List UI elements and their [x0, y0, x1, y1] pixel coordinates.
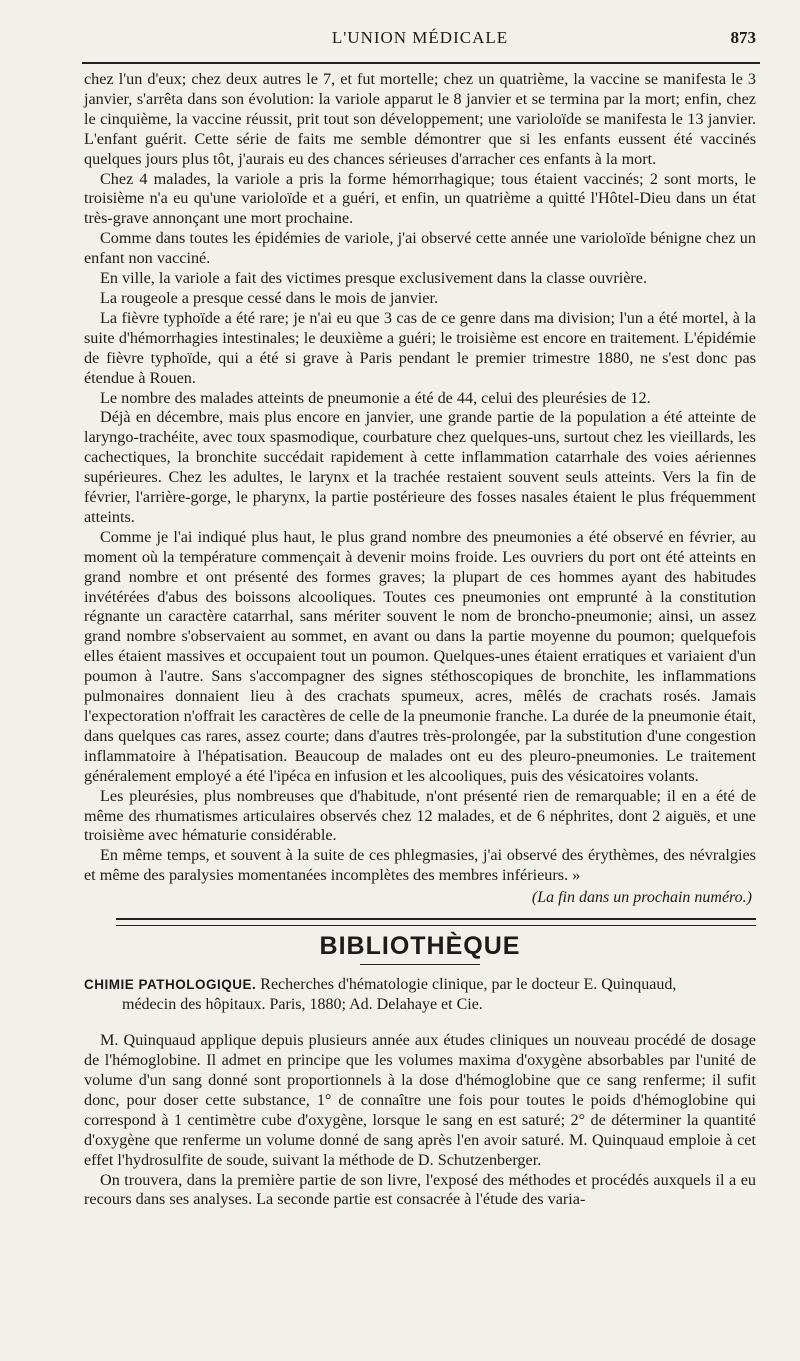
paragraph: Les pleurésies, plus nombreuses que d'habitude, n'ont présenté rien de remarquable; il en a été de même des rhumatismes articulaires observés chez 12 malades, et de 6 néphrites, dont 2 aiguës, et une troisième avec hématurie considérable. — [84, 786, 756, 845]
journal-title: L'UNION MÉDICALE — [331, 28, 509, 47]
paragraph: M. Quinquaud applique depuis plusieurs année aux études cliniques un nouveau procédé de dosage de l'hémoglobine. Il admet en principe que les volumes maxima d'oxygène absorbables par l'unité de volume d'un sang donné sont proportionnels à la dose d'hémoglobine que ce sang renferme; il sufit donc, pour doser cette substance, 1° de connaître une fois pour toutes le poids d'hémoglobine qui correspond à 1 centimètre cube d'oxygène, lorsque le sang en est saturé; 2° de déterminer la quantité d'oxygène que renferme un volume donné de sang après l'en avoir saturé. M. Quinquaud emploie à cet effet l'hydrosulfite de soude, suivant la méthode de D. Schutzenberger. — [84, 1031, 756, 1169]
reference-line: médecin des hôpitaux. Paris, 1880; Ad. Delahaye et Cie. — [122, 996, 483, 1014]
section-divider — [116, 918, 756, 926]
paragraph: La rougeole a presque cessé dans le mois de janvier. — [100, 288, 439, 307]
page-number: 873 — [730, 28, 756, 47]
paragraph: Déjà en décembre, mais plus encore en janvier, une grande partie de la population a été atteinte de laryngo-trachéite, avec toux spasmodique, courbature chez quelques-uns, surtout chez les vieillards, les cachectiques, la bronchite succédait rapidement à cette inflammation catarrhale des voies aériennes supérieures. Chez les adultes, le larynx et la trachée restaient souvent seuls atteints. Vers la fin de février, l'arrière-gorge, le pharynx, la partie postérieure des fosses nasales étaient le plus fréquemment atteints. — [84, 408, 756, 526]
paragraph: Comme dans toutes les épidémies de variole, j'ai observé cette année une varioloïde bénigne chez un enfant non vacciné. — [84, 229, 756, 268]
section-title: BIBLIOTHÈQUE — [319, 932, 521, 961]
reference-line: Recherches d'hématologie clinique, par le docteur E. Quinquaud, — [260, 976, 677, 994]
running-header — [80, 28, 760, 58]
title-underline — [360, 964, 480, 965]
paragraph: En même temps, et souvent à la suite de ces phlegmasies, j'ai observé des érythèmes, des névralgies et même des paralysies momentanées incomplètes des membres inférieurs. » — [84, 846, 756, 885]
paragraph: On trouvera, dans la première partie de son livre, l'exposé des méthodes et procédés auxquels il a eu recours dans ses analyses. La seconde partie est consacrée à l'étude des varia- — [84, 1170, 756, 1209]
paragraph: Comme je l'ai indiqué plus haut, le plus grand nombre des pneumonies a été observé en février, au moment où la température commençait à devenir moins froide. Les ouvriers du port ont été atteints en grand nombre et ont présenté des formes graves; la plupart de ces hommes ayant des habitudes invétérées d'abus des boissons alcooliques. Toutes ces pneumonies ont emprunté à la constitution régnante un caractère catarrhal, sans mériter souvent le nom de broncho-pneumonie; ainsi, un assez grand nombre s'observaient au sommet, en avant ou dans la partie moyenne du poumon; quelquefois elles étaient massives et occupaient tout un poumon. Quelques-unes étaient erratiques et variaient d'un poumon à l'autre. Sans s'accompagner des signes stéthoscopiques de bronchite, les inflammations pulmonaires donnaient lieu à des crachats spumeux, acres, mêlés de crachats rosés. Jamais l'expectoration n'offrait les caractères de celle de la pneumonie franche. La durée de la pneumonie était, dans quelques cas rares, assez courte; dans d'autres très-prolongée, par la substitution d'une congestion inflammatoire à l'hépatisation. Beaucoup de malades ont eu des pleuro-pneumonies. Le traitement généralement employé a été l'ipéca en infusion et les alcooliques, puis des vésicatoires volants. — [84, 527, 756, 785]
continuation-note: (La fin dans un prochain numéro.) — [531, 889, 752, 907]
paragraph: La fièvre typhoïde a été rare; je n'ai eu que 3 cas de ce genre dans ma division; l'un a été mortel, à la suite d'hémorrhagies intestinales; le deuxième a guéri; le troisième est encore en traitement. L'épidémie de fièvre typhoïde, qui a été si grave à Paris pendant le premier trimestre 1880, ne s'est donc pas étendue à Rouen. — [84, 308, 756, 387]
reference-heading: CHIMIE PATHOLOGIQUE. — [84, 977, 257, 993]
paragraph: Chez 4 malades, la variole a pris la forme hémorrhagique; tous étaient vaccinés; 2 sont morts, le troisième n'a eu qu'une varioloïde et a guéri, et enfin, un quatrième a quitté l'Hôtel-Dieu dans un état très-grave annonçant une mort prochaine. — [84, 169, 756, 228]
article-body — [84, 70, 756, 1210]
header-rule — [82, 62, 760, 64]
paragraph: chez l'un d'eux; chez deux autres le 7, et fut mortelle; chez un quatrième, la vaccine se manifesta le 3 janvier, s'arrêta dans son évolution: la variole apparut le 8 janvier et se termina par la mort; enfin, chez le cinquième, la vaccine réussit, prit tout son développement; une varioloïde se manifesta le 13 janvier. L'enfant guérit. Cette série de faits me semble démontrer que si les enfants eussent été vaccinés quelques jours plus tôt, j'aurais eu des chances sérieuses d'arracher ces enfants à la mort. — [84, 70, 756, 168]
paragraph: Le nombre des malades atteints de pneumonie a été de 44, celui des pleurésies de 12. — [100, 388, 651, 407]
book-reference — [84, 975, 756, 1015]
paragraph: En ville, la variole a fait des victimes presque exclusivement dans la classe ouvrière. — [100, 269, 648, 288]
spacer — [84, 1015, 756, 1031]
